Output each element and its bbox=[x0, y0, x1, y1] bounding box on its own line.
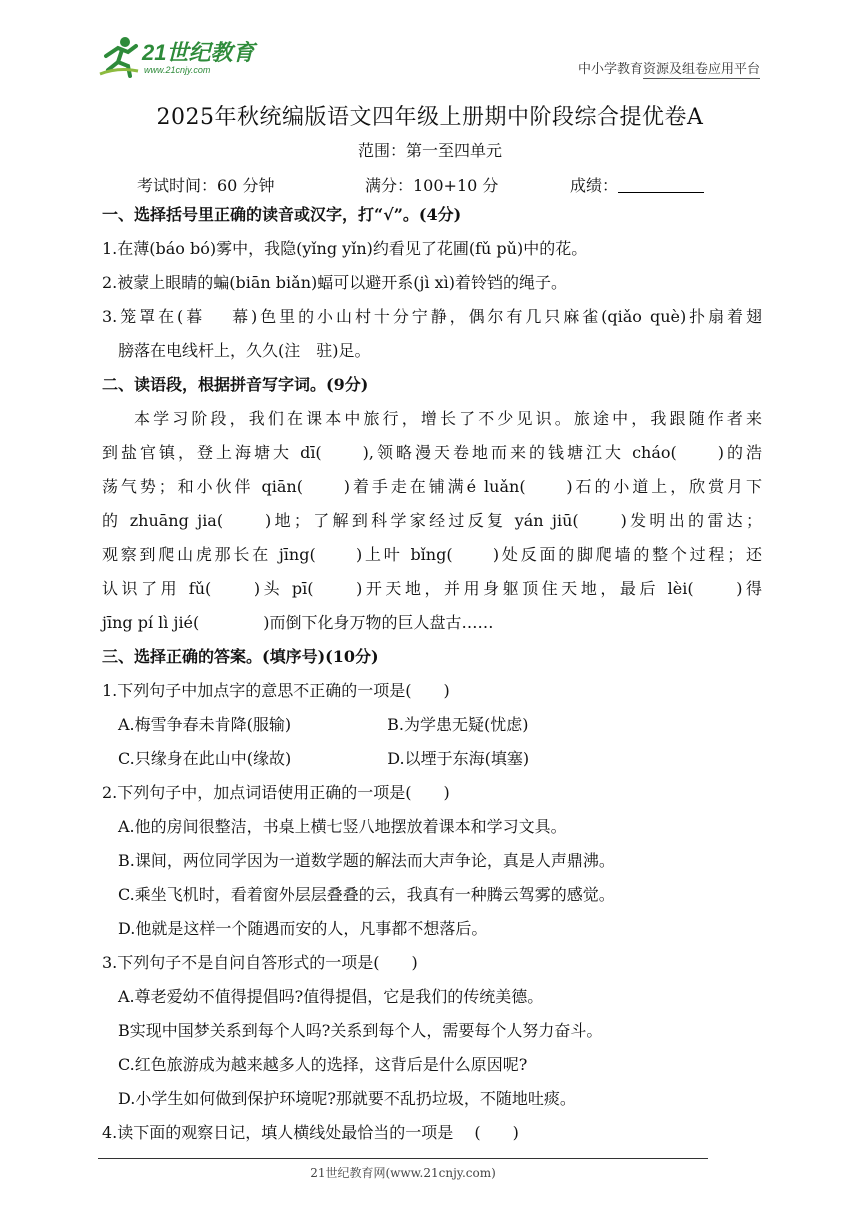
page-header bbox=[98, 32, 760, 78]
runner-icon bbox=[100, 37, 138, 76]
grade-blank[interactable] bbox=[618, 178, 704, 193]
passage-line: 本学习阶段，我们在课本中旅行，增长了不少见识。旅途中，我跟随作者来 bbox=[134, 409, 762, 428]
grade-label: 成绩： bbox=[570, 176, 619, 195]
question-line: 2.下列句子中，加点词语使用正确的一项是( ) bbox=[102, 783, 450, 802]
svg-text:21世纪教育: 21世纪教育 bbox=[142, 40, 255, 65]
exam-time: 考试时间：60 分钟 bbox=[137, 176, 275, 195]
passage-line: jīng pí lì jié( )而倒下化身万物的巨人盘古…… bbox=[102, 613, 494, 632]
exam-title: 2025年秋统编版语文四年级上册期中阶段综合提优卷A bbox=[156, 105, 704, 130]
passage-line: 荡气势；和小伙伴 qiān( )着手走在铺满é luǎn( )石的小道上，欣赏月下 bbox=[102, 477, 762, 496]
section-1-heading: 一、选择括号里正确的读音或汉字，打“√”。(4分) bbox=[102, 205, 462, 224]
question-line: 1.在薄(báo bó)雾中，我隐(yǐng yǐn)约看见了花圃(fǔ pǔ)中的花。 bbox=[102, 239, 588, 258]
section-3-heading: 三、选择正确的答案。(填序号)(10分) bbox=[102, 647, 379, 666]
page-footer[interactable]: 21世纪教育网(www.21cnjy.com) bbox=[310, 1166, 496, 1180]
passage-line: 到盐官镇，登上海塘大 dī( ),领略漫天卷地而来的钱塘江大 cháo( )的浩 bbox=[102, 443, 762, 462]
question-line: 膀落在电线杆上，久久(注 驻)足。 bbox=[118, 341, 371, 360]
platform-name: 中小学教育资源及组卷应用平台 bbox=[577, 62, 760, 77]
footer-rule bbox=[98, 1158, 708, 1159]
exam-scope: 范围：第一至四单元 bbox=[357, 141, 502, 160]
section-2-heading: 二、读语段，根据拼音写字词。(9分) bbox=[102, 375, 369, 394]
option-line: C.乘坐飞机时，看着窗外层层叠叠的云，我真有一种腾云驾雾的感觉。 bbox=[118, 885, 615, 904]
passage-line: 观察到爬山虎那长在 jīng( )上叶 bǐng( )处反面的脚爬墙的整个过程；还 bbox=[102, 545, 762, 564]
question-line: 3.下列句子不是自问自答形式的一项是( ) bbox=[102, 953, 418, 972]
svg-text:www.21cnjy.com: www.21cnjy.com bbox=[144, 65, 211, 75]
option-line: D.他就是这样一个随遇而安的人，凡事都不想落后。 bbox=[118, 919, 488, 938]
question-line: 1.下列句子中加点字的意思不正确的一项是( ) bbox=[102, 681, 450, 700]
passage-line: 认识了用 fǔ( )头 pī( )开天地，并用身躯顶住天地，最后 lèi( )得 bbox=[102, 579, 762, 598]
option-line: B实现中国梦关系到每个人吗?关系到每个人，需要每个人努力奋斗。 bbox=[118, 1021, 603, 1040]
exam-content bbox=[102, 198, 762, 1150]
grade-field bbox=[570, 173, 704, 196]
header-rule bbox=[643, 78, 760, 79]
logo-21cnjy bbox=[98, 34, 263, 78]
option-line: B.课间，两位同学因为一道数学题的解法而大声争论，真是人声鼎沸。 bbox=[118, 851, 615, 870]
passage-line: 的 zhuāng jia( )地；了解到科学家经过反复 yán jiū( )发明出的雷达； bbox=[102, 511, 762, 530]
question-line: 3.笼罩在(暮 幕)色里的小山村十分宁静，偶尔有几只麻雀(qiǎo què)扑扇着翅 bbox=[102, 307, 762, 326]
option-line: A.尊老爱幼不值得提倡吗?值得提倡，它是我们的传统美德。 bbox=[118, 987, 544, 1006]
option-line: A.他的房间很整洁，书桌上横七竖八地摆放着课本和学习文具。 bbox=[118, 817, 567, 836]
option-line: C.只缘身在此山中(缘故) D.以堙于东海(填塞) bbox=[118, 749, 530, 768]
option-line: A.梅雪争春未肯降(服输) B.为学患无疑(忧虑) bbox=[118, 715, 529, 734]
question-line: 4.读下面的观察日记，填人横线处最恰当的一项是 ( ) bbox=[102, 1123, 519, 1142]
option-line: D.小学生如何做到保护环境呢?那就要不乱扔垃圾，不随地吐痰。 bbox=[118, 1089, 576, 1108]
question-line: 2.被蒙上眼睛的蝙(biān biǎn)蝠可以避开系(jì xì)着铃铛的绳子。 bbox=[102, 273, 568, 292]
full-score: 满分：100+10 分 bbox=[365, 176, 499, 195]
option-line: C.红色旅游成为越来越多人的选择，这背后是什么原因呢? bbox=[118, 1055, 528, 1074]
